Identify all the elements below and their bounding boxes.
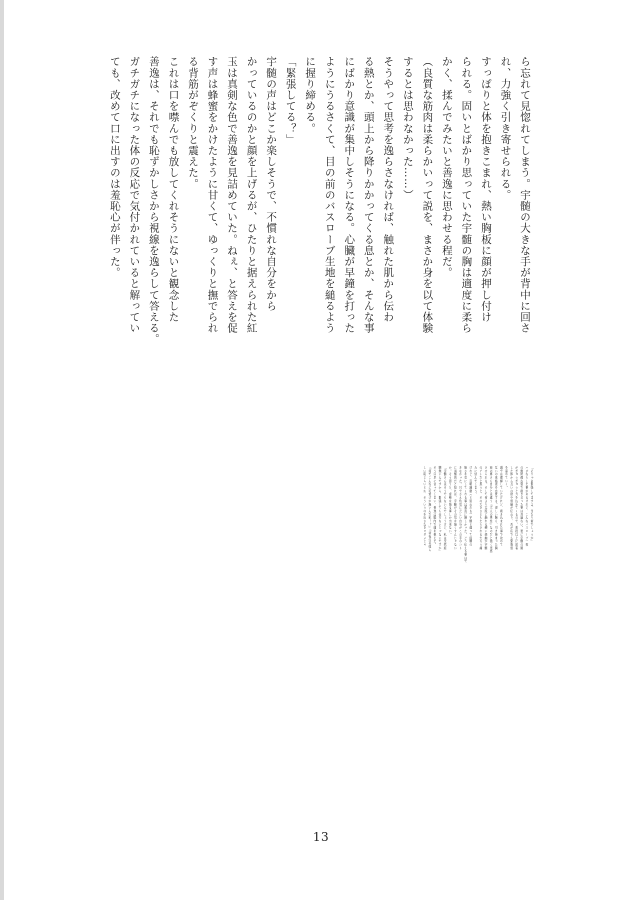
text-line: の無防備な姿で抱き合った事は勿論ない。更に宇髄の腕: [519, 466, 524, 550]
upper-text-block: [104, 56, 534, 436]
text-line: のアレだと思うと、その大きさともたらされるだろう痛: [478, 466, 483, 550]
text-line: ガチガチになった体の反応で気付かれていると解ってい: [128, 56, 141, 334]
text-line: 験無いんですから、緊張しても仕方ないじゃないですか」: [438, 466, 443, 554]
text-line: 「宇髄さんはそうでもないんでしょうけど、私は全然経: [443, 466, 448, 550]
text-line: にばかり意識が集中しそうになる。心臓が早鐘を打った: [343, 56, 356, 334]
text-line: しい恥じらいとか、そういうのを出さなきゃダメじゃ: [422, 466, 427, 547]
text-line: 互いの体格差を自覚する。逞しい腕も、引き締まった胸: [494, 466, 499, 550]
text-line: 善逸は、それでも恥ずかしさから視線を逸らして答える。: [147, 56, 160, 345]
text-line: そうやって思考を逸らさなければ、触れた肌から伝わ: [382, 56, 395, 323]
text-line: る熱とか、頭上から降りかかってくる息とか、そんな事: [362, 56, 375, 334]
text-line: に握り締める。: [304, 56, 317, 134]
text-line: か。そう思うと、虚勢を張る事しか出来ない。: [448, 466, 453, 537]
text-line: ても、改めて口に出すのは羞恥心が伴った。: [108, 56, 121, 278]
text-line: に消極的だと知れば、宇髄がその気を無くすんじゃない: [453, 466, 458, 550]
text-line: 『何でこんなに可愛げが無いんだ私！？』『初夜の花嫁ら: [427, 466, 432, 552]
text-line: 宇髄の声はどこか楽しそうで、不慣れな自分をから: [265, 56, 278, 312]
text-line: ら忘れて見惚れてしまう。宇髄の大きな手が背中に回さ: [519, 56, 531, 334]
text-line: これは口を噤んでも放してくれそうにないと観念した: [167, 56, 180, 323]
text-line: 頭では理解していたけれど、抱き込まれた事で改めて: [499, 466, 504, 547]
text-line: る背筋がぞくりと震えた。: [186, 56, 199, 190]
text-line: 無さを気にしてくれる事は素直に嬉しかった。どう伝える事はで: [463, 466, 468, 564]
text-line: そう口早に言ってしまい、善逸は脳内で頭を抱えた。: [432, 466, 437, 547]
text-line: 「緊張してる？」: [284, 56, 297, 145]
text-line: きなかった。只でさえ色気に乏しい自分がこの手のコト: [458, 466, 463, 550]
text-line: す声は蜂蜜をかけたように甘くて、ゆっくりと撫でられ: [206, 56, 219, 334]
text-line: れ、力強く引き寄せられる。: [499, 56, 512, 201]
text-line: した体から互いの熱や感触が伝わり、否が応でも緊張感: [509, 466, 514, 550]
text-line: ようにうるさくて、目の前のバスローブ生地を縋るよう: [323, 56, 336, 334]
text-line: かく、揉んでみたいと善逸に思わせる程だ。: [440, 56, 453, 278]
text-line: がぎゅうぎゅうと力を込めてくるので、普段以上に密着: [514, 466, 519, 550]
text-line: を高めていく。: [504, 466, 509, 490]
lower-text-block: [422, 466, 534, 842]
page-edge: [0, 0, 4, 900]
text-line: 板の厚さも自分とは違う『大人の男性』なのだと強く実感: [489, 466, 494, 554]
text-line: られる。固いとばかり思っていた宇髄の胸は適度に柔ら: [460, 56, 473, 334]
text-line: するとは思わなかった……）: [401, 56, 414, 201]
text-line: みに怯んでしまう。: [473, 466, 478, 497]
text-line: かっているのかと顔を上げるが、ひたりと据えられた紅: [245, 56, 258, 334]
text-line: 「そりゃあ緊張してますよ、当たり前でしょうが」: [530, 466, 534, 544]
page-number: 13: [312, 830, 330, 844]
text-line: させられる。そして何より太股に触れる硬い感触が宇髄: [484, 466, 489, 550]
text-line: すっぽりと体を抱きこまれ、熱い胸板に顔が押し付け: [479, 56, 492, 323]
text-line: （良質な筋肉は柔らかいって説を、まさか身を以て体験: [421, 56, 434, 334]
text-line: ハグならした事があるけれど、こんなバスローブ一枚: [524, 466, 529, 547]
text-line: 玉は真剣な色で善逸を見詰めていた。ねぇ、と答えを促: [226, 56, 239, 334]
text-line: けれど、百戦錬磨（と思われる）宇髄と違って経験の: [468, 466, 473, 547]
